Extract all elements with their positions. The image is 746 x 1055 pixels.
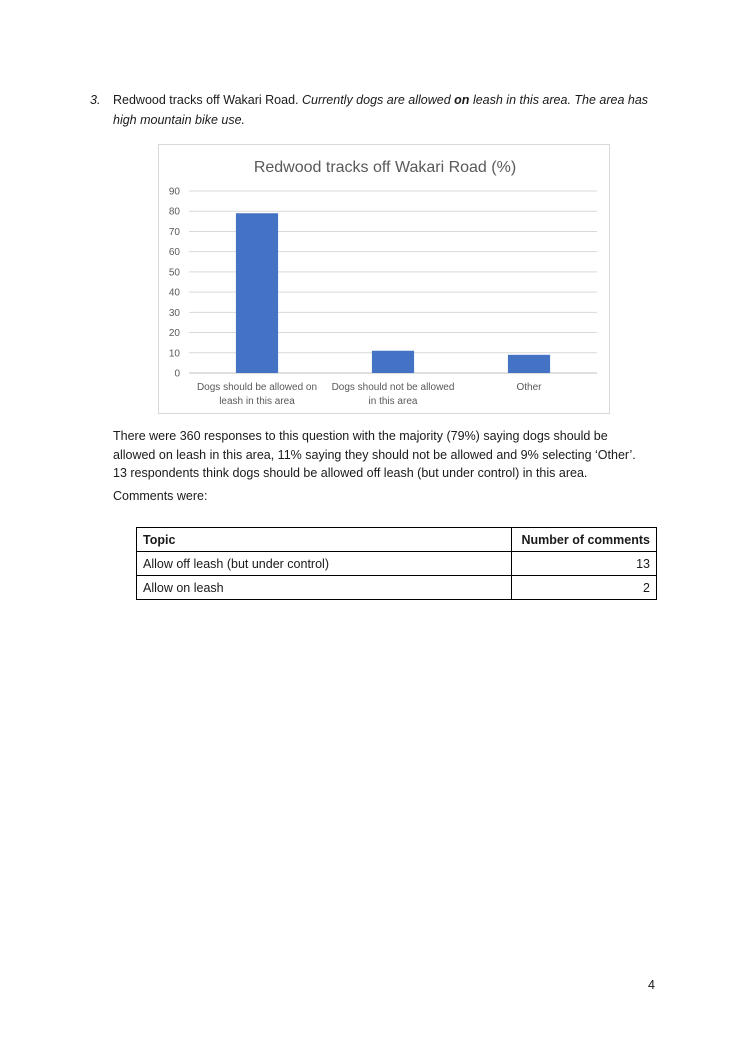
table-row [137, 552, 657, 576]
section-place: Redwood tracks off Wakari Road. [113, 93, 299, 107]
y-tick-label: 90 [168, 186, 180, 198]
chart-title: Redwood tracks off Wakari Road (%) [253, 159, 517, 176]
topic-cell: Allow on leash [137, 576, 512, 600]
header-number-of-comments: Number of comments [512, 528, 657, 552]
x-tick-label: leash in this area [219, 396, 295, 407]
bar [236, 213, 278, 373]
y-tick-label: 20 [168, 328, 180, 340]
y-tick-label: 80 [168, 206, 180, 218]
page-number: 4 [648, 978, 655, 992]
comments-label: Comments were: [113, 489, 208, 503]
y-tick-label: 50 [168, 267, 180, 279]
bar [508, 355, 550, 373]
header-topic: Topic [137, 528, 512, 552]
summary-line-3: 13 respondents think dogs should be allowed off leash (but under control) in this area. [113, 466, 588, 480]
chart-svg [159, 145, 611, 415]
count-cell: 2 [512, 576, 657, 600]
x-tick-label: in this area [368, 396, 418, 407]
table-header-row [137, 528, 657, 552]
table-row [137, 576, 657, 600]
y-tick-label: 70 [168, 226, 180, 238]
section-note-bold: on [454, 93, 470, 107]
count-cell: 13 [512, 552, 657, 576]
y-tick-label: 30 [168, 307, 180, 319]
bar [372, 351, 414, 373]
y-tick-label: 60 [168, 247, 180, 259]
y-tick-label: 0 [174, 368, 180, 380]
x-tick-label: Dogs should not be allowed [331, 382, 455, 393]
section-note-pre: Currently dogs are allowed [301, 93, 451, 107]
summary-line-2: allowed on leash in this area, 11% saying they should not be allowed and 9% selecting ‘Other’. [113, 447, 636, 462]
section-heading [90, 90, 660, 130]
summary-paragraph [113, 427, 653, 483]
x-tick-label: Other [516, 382, 542, 393]
y-tick-label: 40 [168, 287, 180, 299]
x-tick-label: Dogs should be allowed on [196, 382, 318, 393]
section-number: 3. [90, 93, 101, 107]
summary-line-1: There were 360 responses to this question with the majority (79%) saying dogs should be [113, 429, 608, 443]
bar-chart [158, 144, 610, 414]
comments-table [136, 527, 657, 600]
topic-cell: Allow off leash (but under control) [137, 552, 512, 576]
y-tick-label: 10 [168, 348, 180, 360]
section-note-line2: high mountain bike use. [113, 113, 246, 127]
section-note-post: leash in this area. The area has [472, 93, 649, 107]
